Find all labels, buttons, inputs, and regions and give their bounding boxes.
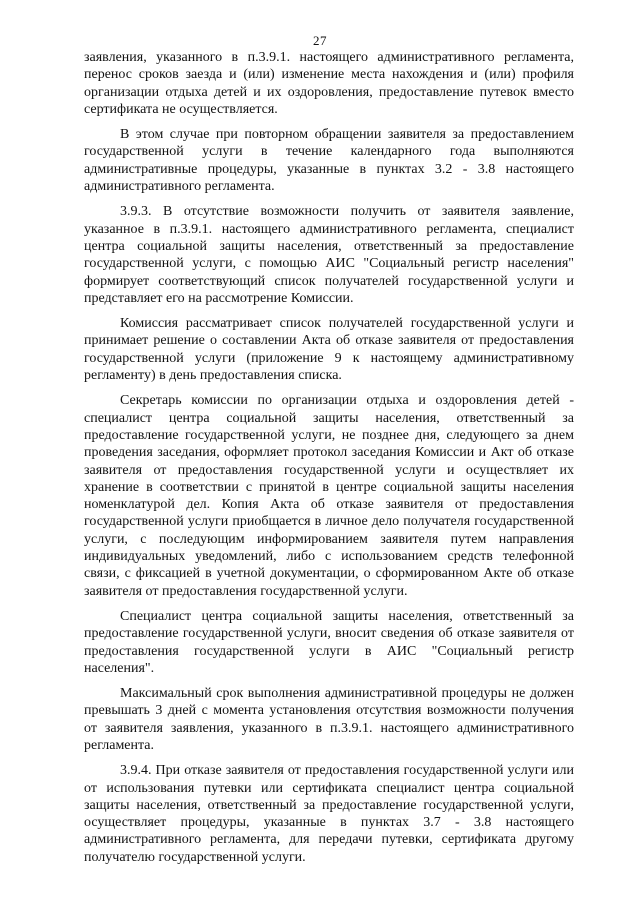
paragraph-ais-registration: Специалист центра социальной защиты населения, ответственный за предоставление государственной услуги, вносит сведения об отказе заявителя от предоставления государственной услуги в АИС "Социальный регистр населения". xyxy=(84,608,574,676)
paragraph-secretary-duties: Секретарь комиссии по организации отдыха и оздоровления детей - специалист центра социальной защиты населения, ответственный за предоставление государственной услуги, не позднее дня, следующего за днем проведения заседания, оформляет протокол заседания Комиссии и Акт об отказе заявителя от предоставления государственной услуги и осуществляет их хранение в соответствии с принятой в центре социальной защиты населения номенклатурой дел. Копия Акта об отказе заявителя от предоставления государственной услуги приобщается в личное дело получателя государственной услуги, с последующим информированием заявителя путем направления индивидуальных уведомлений, либо с использованием средств телефонной связи, с фиксацией в учетной документации, о сформированном Акте об отказе заявителя от предоставления государственной услуги. xyxy=(84,393,574,599)
paragraph-3-9-4: 3.9.4. При отказе заявителя от предоставления государственной услуги или от использования путевки или сертификата специалист центра социальной защиты населения, ответственный за предоставление государственной услуги, осуществляет процедуры, указанные в пунктах 3.7 - 3.8 настоящего административного регламента, для передачи путевки, сертификата другому получателю государственной услуги. xyxy=(84,763,574,865)
paragraph-max-duration: Максимальный срок выполнения административной процедуры не должен превышать 3 дней с момента установления отсутствия возможности получения от заявителя заявления, указанного в п.3.9.1. настоящего административного регламента. xyxy=(84,686,574,753)
page-number: 27 xyxy=(313,33,327,48)
paragraph-repeat-request: В этом случае при повторном обращении заявителя за предоставлением государственной услуги в течение календарного года выполняются административные процедуры, указанные в пунктах 3.2 - 3.8 настоящего административного регламента. xyxy=(84,127,574,195)
paragraph-continuation: заявления, указанного в п.3.9.1. настоящего административного регламента, перенос сроков заезда и (или) изменение места нахождения и (или) профиля организации отдыха детей и их оздоровления, предоставление путевок вместо сертификата не осуществляется. xyxy=(84,50,574,117)
document-body xyxy=(84,49,574,874)
paragraph-commission-review: Комиссия рассматривает список получателей государственной услуги и принимает решение о составлении Акта об отказе заявителя от предоставления государственной услуги (приложение 9 к настоящему административному регламенту) в день предоставления списка. xyxy=(84,316,574,384)
paragraph-3-9-3: 3.9.3. В отсутствие возможности получить от заявителя заявление, указанное в п.3.9.1. настоящего административного регламента, специалист центра социальной защиты населения, ответственный за предоставление государственной услуги, с помощью АИС "Социальный регистр населения" формирует соответствующий список получателей государственной услуги и представляет его на рассмотрение Комиссии. xyxy=(84,204,574,306)
